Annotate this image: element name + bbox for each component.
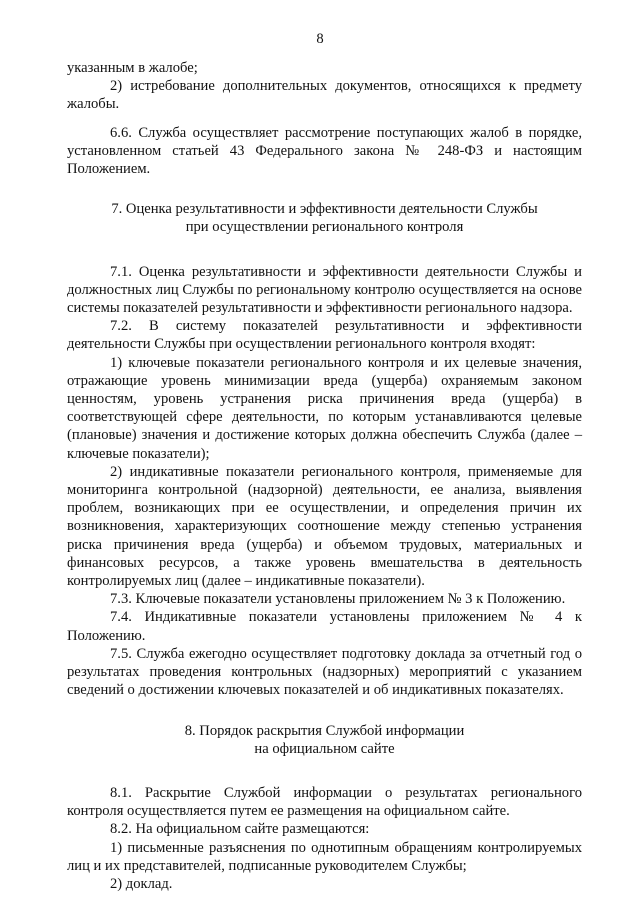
paragraph: указанным в жалобе; bbox=[67, 60, 198, 76]
heading-line: 8. Порядок раскрытия Службой информации bbox=[184, 722, 465, 739]
heading-line: при осуществлении регионального контроля bbox=[185, 219, 464, 236]
heading-line: 7. Оценка результативности и эффективности деятельности Службы bbox=[111, 201, 538, 218]
paragraph: 7.5. Служба ежегодно осуществляет подготовку доклада за отчетный год о результатах проведения контрольных (надзорных) мероприятий с указанием сведений о достижении ключевых показателей и об индикативных показателях. bbox=[67, 645, 582, 699]
list-item: 1) письменные разъяснения по однотипным обращениям контролируемых лиц и их представителей, подписанные руководителем Службы; bbox=[67, 839, 582, 874]
page-number: 8 bbox=[316, 31, 324, 47]
heading-line: на официальном сайте bbox=[254, 740, 395, 757]
list-item: 2) доклад. bbox=[110, 875, 173, 892]
paragraph: 8.2. На официальном сайте размещаются: bbox=[110, 821, 370, 838]
paragraph: 6.6. Служба осуществляет рассмотрение поступающих жалоб в порядке, установленном статьей 43 Федерального закона № 248-ФЗ и настоящим Положением. bbox=[67, 124, 582, 178]
list-item: 2) индикативные показатели регионального контроля, применяемые для мониторинга контрольной (надзорной) деятельности, ее анализа, выявления проблем, возникающих при ее осуществлении, и определения причин их возникновения, характеризующих соотношение между степенью устранения риска причинения вреда (ущерба) и объемом трудовых, материальных и финансовых ресурсов, а также уровень вмешательства в деятельность контролируемых лиц (далее – индикативные показатели). bbox=[67, 463, 582, 590]
document-body bbox=[67, 59, 582, 893]
paragraph: 7.4. Индикативные показатели установлены приложением № 4 к Положению. bbox=[67, 609, 582, 644]
paragraph: 7.2. В систему показателей результативности и эффективности деятельности Службы при осуществлении регионального контроля входят: bbox=[67, 318, 582, 353]
paragraph: 7.1. Оценка результативности и эффективности деятельности Службы и должностных лиц Службы по региональному контролю осуществляется на основе системы показателей результативности и эффективности регионального надзора. bbox=[67, 263, 582, 317]
paragraph: 7.3. Ключевые показатели установлены приложением № 3 к Положению. bbox=[110, 591, 566, 608]
paragraph: 2) истребование дополнительных документов, относящихся к предмету жалобы. bbox=[67, 78, 582, 113]
section-heading-7 bbox=[67, 200, 582, 236]
paragraph: 8.1. Раскрытие Службой информации о результатах регионального контроля осуществляется путем ее размещения на официальном сайте. bbox=[67, 784, 582, 820]
section-heading-8 bbox=[67, 722, 582, 758]
list-item: 1) ключевые показатели регионального контроля и их целевые значения, отражающие уровень минимизации вреда (ущерба) охраняемым законом ценностям, уровень устранения риска причинения вреда (ущерба) в соответствующей сфере деятельности, по которым устанавливаются целевые (плановые) значения и достижение которых должна обеспечить Служба (далее – ключевые показатели); bbox=[67, 354, 582, 462]
